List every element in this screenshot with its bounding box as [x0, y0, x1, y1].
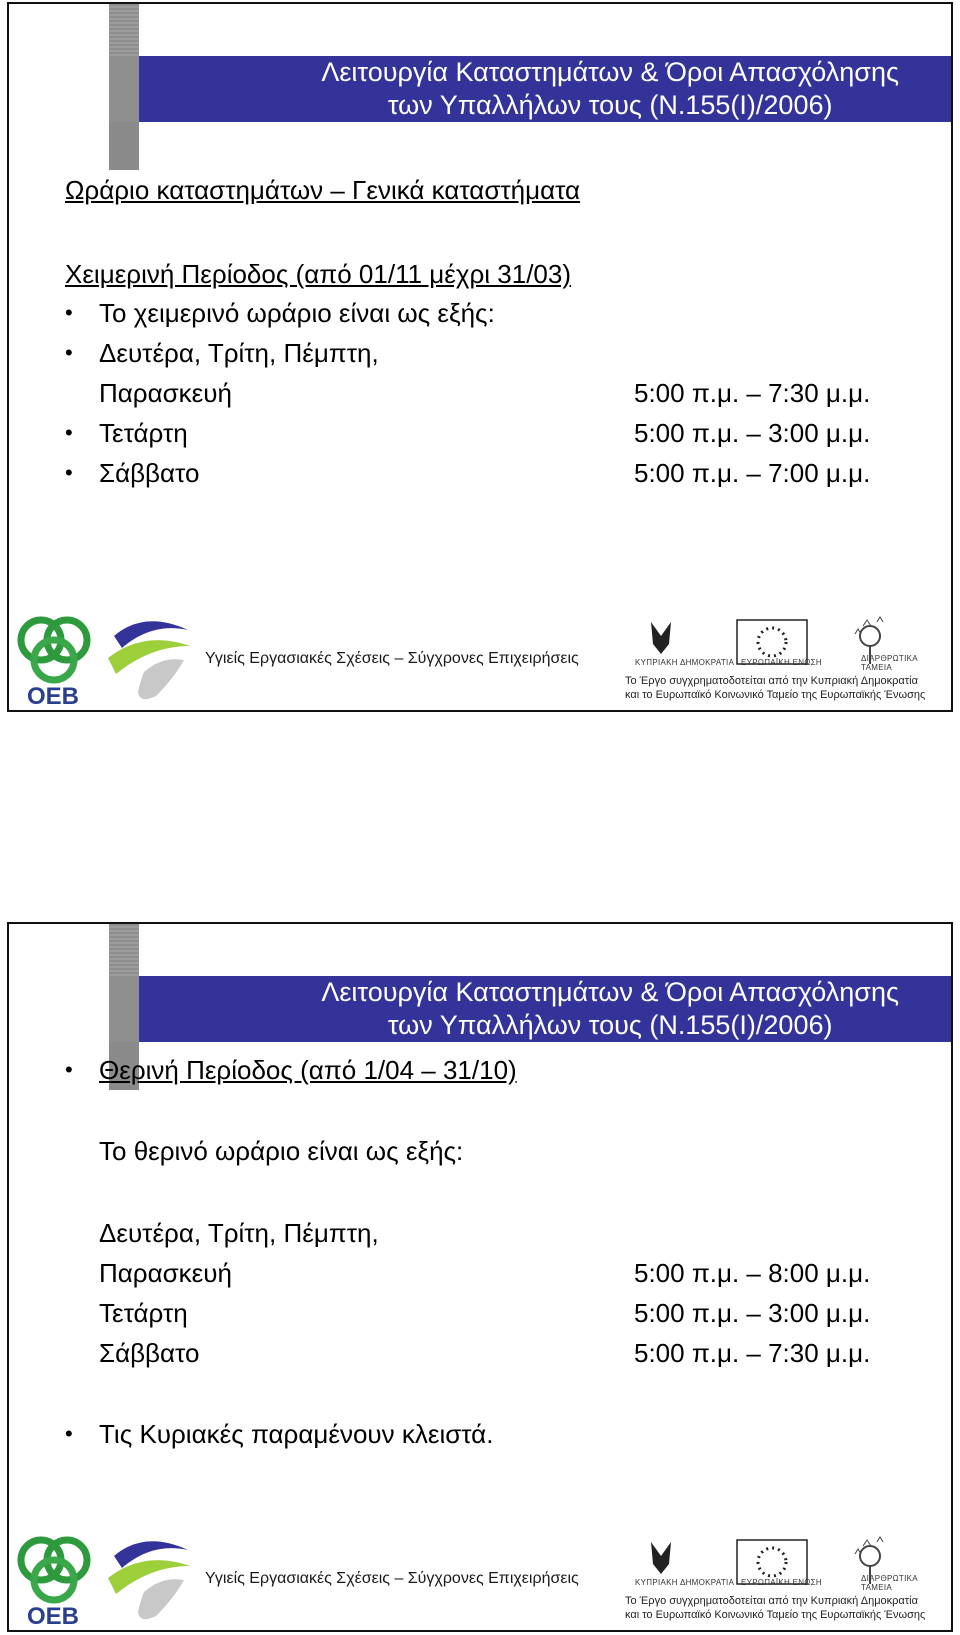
slide-footer	[9, 610, 951, 710]
intro-text: Το χειμερινό ωράριο είναι ως εξής:	[99, 298, 495, 328]
saturday-label: Σάββατο	[99, 1338, 200, 1368]
wednesday-label: Τετάρτη	[99, 1298, 188, 1328]
intro-text: Το θερινό ωράριο είναι ως εξής:	[99, 1136, 464, 1166]
days-time: 5:00 π.μ. – 8:00 μ.μ.	[634, 1258, 871, 1288]
wednesday-time: 5:00 π.μ. – 3:00 μ.μ.	[634, 1298, 871, 1328]
wednesday-time: 5:00 π.μ. – 3:00 μ.μ.	[634, 418, 871, 448]
eu-label: ΕΥΡΩΠΑΪΚΗ ΕΝΩΣΗ	[741, 1578, 822, 1587]
saturday-label: Σάββατο	[99, 458, 200, 488]
oeb-logo	[13, 1532, 103, 1628]
bullet-icon: •	[65, 460, 73, 485]
period-heading: Χειμερινή Περίοδος (από 01/11 μέχρι 31/03)	[65, 259, 572, 289]
cyprus-label: ΚΥΠΡΙΑΚΗ ΔΗΜΟΚΡΑΤΙΑ	[635, 1578, 735, 1587]
bullet-icon: •	[65, 300, 73, 325]
bullet-icon: •	[65, 1421, 73, 1446]
title-bar	[9, 976, 951, 1042]
oeb-logo	[13, 612, 103, 708]
footer-tagline: Υγιείς Εργασιακές Σχέσεις – Σύγχρονες Επιχειρήσεις	[205, 1570, 579, 1587]
slide-summer-hours	[7, 922, 953, 1632]
period-heading: Θερινή Περίοδος (από 1/04 – 31/10)	[99, 1055, 517, 1085]
funds-label: ΔΙΑΡΘΡΩΤΙΚΑ ΤΑΜΕΙΑ	[861, 1574, 918, 1592]
days-label-line2: Παρασκευή	[99, 1258, 232, 1288]
accent-bar-bottom	[109, 122, 139, 170]
days-label-line1: Δευτέρα, Τρίτη, Πέμπτη,	[99, 338, 379, 368]
slide-footer	[9, 1530, 951, 1630]
company-swoosh-logo	[104, 612, 194, 708]
accent-bar-top	[109, 4, 139, 56]
saturday-time: 5:00 π.μ. – 7:30 μ.μ.	[634, 1338, 871, 1368]
funding-caption: Το Έργο συγχρηματοδοτείται από την Κυπριακή Δημοκρατία και το Ευρωπαϊκό Κοινωνικό Ταμείο της Ευρωπαϊκής Ένωσης	[625, 1595, 926, 1621]
funds-label: ΔΙΑΡΘΡΩΤΙΚΑ ΤΑΜΕΙΑ	[861, 654, 918, 672]
bullet-icon: •	[65, 340, 73, 365]
funding-caption: Το Έργο συγχρηματοδοτείται από την Κυπριακή Δημοκρατία και το Ευρωπαϊκό Κοινωνικό Ταμείο της Ευρωπαϊκής Ένωσης	[625, 675, 926, 701]
days-label-line1: Δευτέρα, Τρίτη, Πέμπτη,	[99, 1218, 379, 1248]
slide-title: Λειτουργία Καταστημάτων & Όροι Απασχόλησης των Υπαλλήλων τους (Ν.155(Ι)/2006)	[321, 977, 899, 1040]
slide-title: Λειτουργία Καταστημάτων & Όροι Απασχόλησης των Υπαλλήλων τους (Ν.155(Ι)/2006)	[321, 57, 899, 120]
days-label-line2: Παρασκευή	[99, 378, 232, 408]
footer-tagline: Υγιείς Εργασιακές Σχέσεις – Σύγχρονες Επιχειρήσεις	[205, 650, 579, 667]
bullet-icon: •	[65, 1057, 73, 1082]
title-bar	[9, 56, 951, 122]
eu-label: ΕΥΡΩΠΑΪΚΗ ΕΝΩΣΗ	[741, 658, 822, 667]
accent-bar-top	[109, 924, 139, 976]
saturday-time: 5:00 π.μ. – 7:00 μ.μ.	[634, 458, 871, 488]
days-time: 5:00 π.μ. – 7:30 μ.μ.	[634, 378, 871, 408]
section-heading: Ωράριο καταστημάτων – Γενικά καταστήματα	[65, 175, 581, 205]
cyprus-label: ΚΥΠΡΙΑΚΗ ΔΗΜΟΚΡΑΤΙΑ	[635, 658, 735, 667]
svg-text:OEB: OEB	[27, 683, 80, 708]
slide-winter-hours	[7, 2, 953, 712]
bullet-icon: •	[65, 420, 73, 445]
sunday-note: Τις Κυριακές παραμένουν κλειστά.	[99, 1419, 494, 1449]
company-swoosh-logo	[104, 1532, 194, 1628]
svg-text:OEB: OEB	[27, 1603, 80, 1628]
wednesday-label: Τετάρτη	[99, 418, 188, 448]
